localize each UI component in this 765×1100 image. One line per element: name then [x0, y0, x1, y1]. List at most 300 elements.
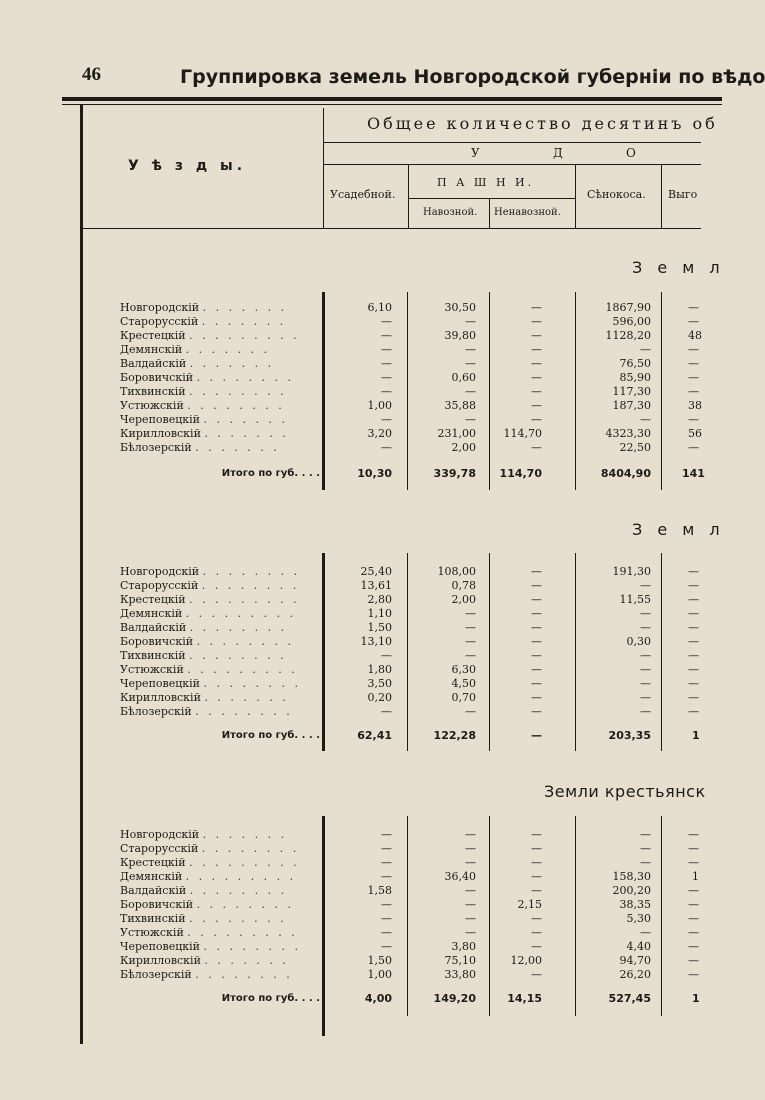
cell-usadebnoi: —	[381, 315, 392, 328]
table-row	[0, 427, 701, 440]
uezd-name: Новгородскій	[120, 301, 200, 314]
uezd-name: Бѣлозерскій	[120, 441, 192, 454]
leader-dots: . . . . . . . .	[196, 371, 295, 384]
cell-vygon: —	[688, 940, 699, 953]
uezd-name: Крестецкій	[120, 593, 186, 606]
cell-usadebnoi: —	[381, 870, 392, 883]
cell-usadebnoi: —	[381, 705, 392, 718]
cell-vygon: —	[688, 635, 699, 648]
uezd-name: Тихвинскій	[120, 385, 186, 398]
section-title: З е м л	[632, 520, 725, 539]
cell-nenavoznoi: 2,15	[517, 898, 542, 911]
cell-usadebnoi: 2,80	[367, 593, 392, 606]
cell-usadebnoi: 10,30	[357, 467, 392, 480]
table-row	[0, 315, 701, 328]
cell-usadebnoi: 1,50	[367, 621, 392, 634]
uezd-name: Устюжскій	[120, 926, 184, 939]
table-row	[0, 884, 701, 897]
cell-vygon: —	[688, 621, 699, 634]
table-row	[0, 441, 701, 454]
uezd-name: Демянскій	[120, 343, 183, 356]
title-rule-thick	[62, 97, 722, 101]
table-row	[0, 898, 701, 911]
leader-dots: . . . . . . . . .	[187, 926, 298, 939]
leader-dots: . . . . . . .	[204, 954, 289, 967]
cell-nenavoznoi: —	[531, 315, 542, 328]
uezd-name: Крестецкій	[120, 856, 186, 869]
cell-senokosa: —	[640, 663, 651, 676]
cell-navoznoi: 36,40	[444, 870, 476, 883]
cell-vygon: —	[688, 677, 699, 690]
table-row	[0, 954, 701, 967]
cell-nenavoznoi: —	[531, 565, 542, 578]
cell-nenavoznoi: —	[531, 705, 542, 718]
uezd-name: Тихвинскій	[120, 912, 186, 925]
title-rule-thin	[62, 104, 722, 105]
uezd-name: Новгородскій	[120, 565, 200, 578]
cell-nenavoznoi: —	[531, 677, 542, 690]
cell-navoznoi: —	[465, 898, 476, 911]
cell-nenavoznoi: —	[531, 842, 542, 855]
section-title: Земли крестьянск	[544, 782, 706, 801]
uezd-name: Кирилловскій	[120, 427, 201, 440]
table-row	[0, 593, 701, 606]
leader-dots: . . . . . . . . .	[189, 329, 300, 342]
cell-vygon: —	[688, 663, 699, 676]
cell-navoznoi: 122,28	[433, 729, 476, 742]
cell-vygon: —	[688, 649, 699, 662]
cell-usadebnoi: —	[381, 329, 392, 342]
cell-navoznoi: 6,30	[451, 663, 476, 676]
header-pashni: П А Ш Н И.	[437, 176, 535, 189]
leader-dots: . . . . . . . .	[201, 579, 300, 592]
leader-dots: . . . . . . . .	[201, 842, 300, 855]
cell-senokosa: 85,90	[619, 371, 651, 384]
table-row	[0, 677, 701, 690]
cell-nenavoznoi: —	[531, 870, 542, 883]
leader-dots: . . . . . . .	[202, 301, 288, 314]
cell-nenavoznoi: —	[531, 649, 542, 662]
uezd-name: Боровичскій	[120, 898, 194, 911]
cell-senokosa: 5,30	[626, 912, 651, 925]
cell-usadebnoi: 1,80	[367, 663, 392, 676]
cell-senokosa: 200,20	[612, 884, 651, 897]
cell-senokosa: 8404,90	[600, 467, 651, 480]
cell-senokosa: —	[640, 828, 651, 841]
cell-senokosa: —	[640, 856, 651, 869]
cell-navoznoi: 3,80	[451, 940, 476, 953]
table-row	[0, 912, 701, 925]
cell-vygon: 38	[688, 399, 702, 412]
cell-nenavoznoi: —	[531, 343, 542, 356]
header-vline	[575, 164, 576, 228]
leader-dots: . . . . . . . .	[189, 649, 287, 662]
cell-vygon: 56	[688, 427, 702, 440]
cell-vygon: —	[688, 301, 699, 314]
table-row	[0, 413, 701, 426]
uezd-name: Крестецкій	[120, 329, 186, 342]
cell-vygon: —	[688, 593, 699, 606]
cell-nenavoznoi: —	[531, 621, 542, 634]
cell-navoznoi: 0,60	[451, 371, 476, 384]
cell-nenavoznoi: —	[531, 593, 542, 606]
cell-nenavoznoi: 12,00	[510, 954, 542, 967]
cell-usadebnoi: —	[381, 371, 392, 384]
cell-navoznoi: 2,00	[451, 593, 476, 606]
cell-senokosa: —	[640, 343, 651, 356]
cell-navoznoi: 39,80	[444, 329, 476, 342]
cell-vygon: —	[688, 607, 699, 620]
cell-nenavoznoi: —	[531, 301, 542, 314]
uezd-name: Бѣлозерскій	[120, 705, 192, 718]
cell-senokosa: 203,35	[608, 729, 651, 742]
cell-vygon: —	[688, 926, 699, 939]
cell-vygon: —	[688, 898, 699, 911]
cell-navoznoi: —	[465, 343, 476, 356]
header-line	[323, 164, 701, 165]
table-row	[0, 385, 701, 398]
cell-navoznoi: 0,70	[451, 691, 476, 704]
cell-senokosa: —	[640, 579, 651, 592]
cell-usadebnoi: —	[381, 649, 392, 662]
cell-vygon: —	[688, 357, 699, 370]
cell-vygon: —	[688, 884, 699, 897]
cell-navoznoi: 339,78	[433, 467, 476, 480]
cell-usadebnoi: —	[381, 926, 392, 939]
table-row	[0, 663, 701, 676]
cell-usadebnoi: —	[381, 842, 392, 855]
cell-nenavoznoi: —	[531, 729, 542, 742]
table-row	[0, 870, 701, 883]
cell-senokosa: —	[640, 649, 651, 662]
leader-dots: . . . . . . . .	[195, 705, 293, 718]
cell-nenavoznoi: —	[531, 607, 542, 620]
table-row	[0, 842, 701, 855]
cell-nenavoznoi: —	[531, 912, 542, 925]
section-title: З е м л	[632, 258, 725, 277]
cell-navoznoi: 33,80	[444, 968, 476, 981]
uezd-name: Боровичскій	[120, 371, 194, 384]
cell-usadebnoi: 13,10	[360, 635, 392, 648]
cell-usadebnoi: 62,41	[357, 729, 392, 742]
header-line	[323, 142, 701, 143]
cell-navoznoi: —	[465, 357, 476, 370]
leader-dots: . . . . . . . .	[187, 399, 285, 412]
table-row	[0, 649, 701, 662]
cell-vygon: 1	[692, 992, 700, 1005]
cell-navoznoi: —	[465, 621, 476, 634]
header-bottom-line	[80, 228, 701, 229]
leader-dots: . . . . . . . .	[189, 912, 287, 925]
cell-senokosa: 22,50	[619, 441, 651, 454]
cell-senokosa: 11,55	[619, 593, 651, 606]
header-nenavoznoi: Ненавозной.	[494, 207, 561, 218]
cell-vygon: 48	[688, 329, 702, 342]
cell-vygon: —	[688, 413, 699, 426]
cell-usadebnoi: 25,40	[360, 565, 392, 578]
cell-vygon: —	[688, 954, 699, 967]
uezd-name: Старорусскій	[120, 842, 199, 855]
cell-nenavoznoi: —	[531, 413, 542, 426]
leader-dots: . . . . . . . .	[196, 898, 295, 911]
cell-senokosa: —	[640, 842, 651, 855]
cell-senokosa: 527,45	[608, 992, 651, 1005]
uezd-name: Валдайскій	[120, 357, 187, 370]
cell-nenavoznoi: —	[531, 441, 542, 454]
cell-nenavoznoi: 14,15	[507, 992, 542, 1005]
cell-usadebnoi: 0,20	[367, 691, 392, 704]
cell-navoznoi: 0,78	[451, 579, 476, 592]
uezd-name: Устюжскій	[120, 663, 184, 676]
cell-usadebnoi: 1,58	[367, 884, 392, 897]
cell-nenavoznoi: —	[531, 884, 542, 897]
cell-navoznoi: —	[465, 705, 476, 718]
cell-nenavoznoi: —	[531, 926, 542, 939]
cell-senokosa: 76,50	[619, 357, 651, 370]
cell-usadebnoi: —	[381, 343, 392, 356]
leader-dots: . . . . . . . .	[195, 968, 293, 981]
table-row	[0, 940, 701, 953]
header-d: Д	[553, 146, 563, 160]
total-row	[0, 729, 701, 742]
cell-senokosa: 1867,90	[605, 301, 651, 314]
cell-nenavoznoi: 114,70	[503, 427, 542, 440]
cell-senokosa: 191,30	[612, 565, 651, 578]
cell-senokosa: —	[640, 677, 651, 690]
cell-senokosa: 26,20	[619, 968, 651, 981]
cell-senokosa: —	[640, 691, 651, 704]
cell-nenavoznoi: —	[531, 691, 542, 704]
uezd-name: Старорусскій	[120, 315, 199, 328]
total-label: Итого по губ. . . .	[221, 993, 320, 1004]
cell-navoznoi: —	[465, 413, 476, 426]
cell-navoznoi: —	[465, 607, 476, 620]
leader-dots: . . . . . . . .	[189, 884, 288, 897]
cell-usadebnoi: 4,00	[364, 992, 392, 1005]
cell-vygon: —	[688, 565, 699, 578]
total-label: Итого по губ. . . .	[221, 730, 320, 741]
total-label: Итого по губ. . . .	[221, 468, 320, 479]
header-vline	[489, 198, 490, 228]
cell-usadebnoi: 13,61	[360, 579, 392, 592]
total-row	[0, 467, 705, 480]
cell-senokosa: 158,30	[612, 870, 651, 883]
table-row	[0, 607, 701, 620]
cell-senokosa: 1128,20	[605, 329, 651, 342]
cell-senokosa: 117,30	[612, 385, 651, 398]
uezd-name: Тихвинскій	[120, 649, 186, 662]
uezd-name: Старорусскій	[120, 579, 199, 592]
cell-vygon: —	[688, 579, 699, 592]
cell-vygon: —	[688, 912, 699, 925]
leader-dots: . . . . . . .	[201, 315, 287, 328]
cell-nenavoznoi: —	[531, 968, 542, 981]
leader-dots: . . . . . . . .	[189, 385, 287, 398]
cell-nenavoznoi: —	[531, 329, 542, 342]
cell-vygon: —	[688, 343, 699, 356]
cell-usadebnoi: —	[381, 898, 392, 911]
cell-navoznoi: 108,00	[437, 565, 476, 578]
total-row	[0, 992, 701, 1005]
header-uezdy: У ѣ з д ы.	[128, 158, 247, 174]
cell-senokosa: 4,40	[626, 940, 651, 953]
leader-dots: . . . . . . . .	[189, 621, 288, 634]
cell-usadebnoi: 1,00	[367, 968, 392, 981]
cell-nenavoznoi: —	[531, 371, 542, 384]
cell-navoznoi: —	[465, 884, 476, 897]
page-title: Группировка земель Новгородской губерніи по вѣдо	[180, 66, 765, 88]
header-usadebnoi: Усадебной.	[330, 188, 396, 201]
cell-usadebnoi: —	[381, 856, 392, 869]
cell-senokosa: 38,35	[619, 898, 651, 911]
cell-navoznoi: 35,88	[444, 399, 476, 412]
cell-nenavoznoi: —	[531, 399, 542, 412]
cell-vygon: —	[688, 441, 699, 454]
header-line	[408, 198, 575, 199]
cell-vygon: —	[688, 968, 699, 981]
leader-dots: . . . . . . .	[185, 343, 271, 356]
table-row	[0, 371, 701, 384]
cell-navoznoi: —	[465, 842, 476, 855]
cell-senokosa: 0,30	[626, 635, 651, 648]
table-row	[0, 565, 701, 578]
header-vline	[661, 164, 662, 228]
leader-dots: . . . . . . . . .	[189, 593, 300, 606]
uezd-name: Череповецкій	[120, 677, 201, 690]
header-vline	[408, 164, 409, 228]
cell-senokosa: 94,70	[619, 954, 651, 967]
cell-usadebnoi: —	[381, 828, 392, 841]
table-row	[0, 828, 701, 841]
cell-navoznoi: 4,50	[451, 677, 476, 690]
header-vygon: Выго	[668, 188, 698, 201]
cell-vygon: —	[688, 315, 699, 328]
cell-nenavoznoi: —	[531, 385, 542, 398]
cell-usadebnoi: 1,10	[367, 607, 392, 620]
cell-navoznoi: 30,50	[444, 301, 476, 314]
leader-dots: . . . . . . . . .	[185, 607, 297, 620]
cell-vygon: —	[688, 705, 699, 718]
cell-vygon: —	[688, 371, 699, 384]
uezd-name: Череповецкій	[120, 413, 201, 426]
cell-navoznoi: 2,00	[451, 441, 476, 454]
cell-senokosa: —	[640, 607, 651, 620]
cell-usadebnoi: 1,00	[367, 399, 392, 412]
page-number: 46	[82, 64, 101, 85]
cell-senokosa: —	[640, 926, 651, 939]
uezd-name: Кирилловскій	[120, 691, 201, 704]
uezd-name: Демянскій	[120, 870, 183, 883]
cell-usadebnoi: —	[381, 413, 392, 426]
cell-usadebnoi: 3,50	[367, 677, 392, 690]
cell-nenavoznoi: —	[531, 357, 542, 370]
header-vline	[323, 108, 324, 228]
cell-navoznoi: —	[465, 926, 476, 939]
leader-dots: . . . . . . . . .	[187, 663, 298, 676]
uezd-name: Валдайскій	[120, 621, 187, 634]
cell-senokosa: 596,00	[612, 315, 651, 328]
cell-vygon: —	[688, 856, 699, 869]
leader-dots: . . . . . . . .	[203, 940, 301, 953]
table-row	[0, 968, 701, 981]
cell-usadebnoi: —	[381, 441, 392, 454]
cell-usadebnoi: —	[381, 385, 392, 398]
cell-vygon: —	[688, 385, 699, 398]
cell-senokosa: —	[640, 621, 651, 634]
cell-usadebnoi: 6,10	[367, 301, 392, 314]
table-row	[0, 621, 701, 634]
uezd-name: Новгородскій	[120, 828, 200, 841]
uezd-name: Устюжскій	[120, 399, 184, 412]
table-row	[0, 357, 701, 370]
table-row	[0, 399, 701, 412]
cell-nenavoznoi: —	[531, 828, 542, 841]
cell-navoznoi: —	[465, 635, 476, 648]
cell-navoznoi: —	[465, 315, 476, 328]
cell-navoznoi: —	[465, 912, 476, 925]
uezd-name: Валдайскій	[120, 884, 187, 897]
uezd-name: Бѣлозерскій	[120, 968, 192, 981]
cell-usadebnoi: 3,20	[367, 427, 392, 440]
cell-nenavoznoi: —	[531, 940, 542, 953]
table-row	[0, 301, 701, 314]
cell-vygon: 1	[692, 729, 700, 742]
cell-navoznoi: 231,00	[437, 427, 476, 440]
cell-nenavoznoi: 114,70	[499, 467, 542, 480]
header-navoznoi: Навозной.	[423, 207, 478, 218]
table-row	[0, 856, 701, 869]
leader-dots: . . . . . . .	[189, 357, 275, 370]
header-total-desyatin: Общее количество десятинъ об	[367, 114, 718, 133]
cell-nenavoznoi: —	[531, 579, 542, 592]
header-o: О	[626, 146, 636, 160]
uezd-name: Боровичскій	[120, 635, 194, 648]
cell-navoznoi: 149,20	[433, 992, 476, 1005]
leader-dots: . . . . . . .	[202, 828, 288, 841]
leader-dots: . . . . . . .	[204, 691, 289, 704]
leader-dots: . . . . . . .	[204, 427, 289, 440]
table-row	[0, 926, 701, 939]
leader-dots: . . . . . . .	[203, 413, 288, 426]
cell-nenavoznoi: —	[531, 663, 542, 676]
cell-vygon: —	[688, 691, 699, 704]
table-row	[0, 343, 701, 356]
cell-vygon: —	[688, 842, 699, 855]
cell-usadebnoi: —	[381, 357, 392, 370]
table-row	[0, 691, 701, 704]
header-u: У	[471, 146, 480, 160]
table-row	[0, 579, 701, 592]
cell-usadebnoi: —	[381, 912, 392, 925]
cell-senokosa: —	[640, 413, 651, 426]
cell-usadebnoi: 1,50	[367, 954, 392, 967]
header-senokosa: Сѣнокоса.	[587, 188, 646, 201]
cell-navoznoi: —	[465, 856, 476, 869]
table-row	[0, 705, 701, 718]
cell-nenavoznoi: —	[531, 856, 542, 869]
cell-nenavoznoi: —	[531, 635, 542, 648]
cell-vygon: —	[688, 828, 699, 841]
cell-vygon: 1	[692, 870, 699, 883]
leader-dots: . . . . . . . . .	[185, 870, 297, 883]
table-row	[0, 635, 701, 648]
leader-dots: . . . . . . .	[195, 441, 280, 454]
cell-navoznoi: —	[465, 649, 476, 662]
cell-navoznoi: 75,10	[444, 954, 476, 967]
leader-dots: . . . . . . . . .	[189, 856, 300, 869]
cell-vygon: 141	[682, 467, 705, 480]
cell-navoznoi: —	[465, 385, 476, 398]
